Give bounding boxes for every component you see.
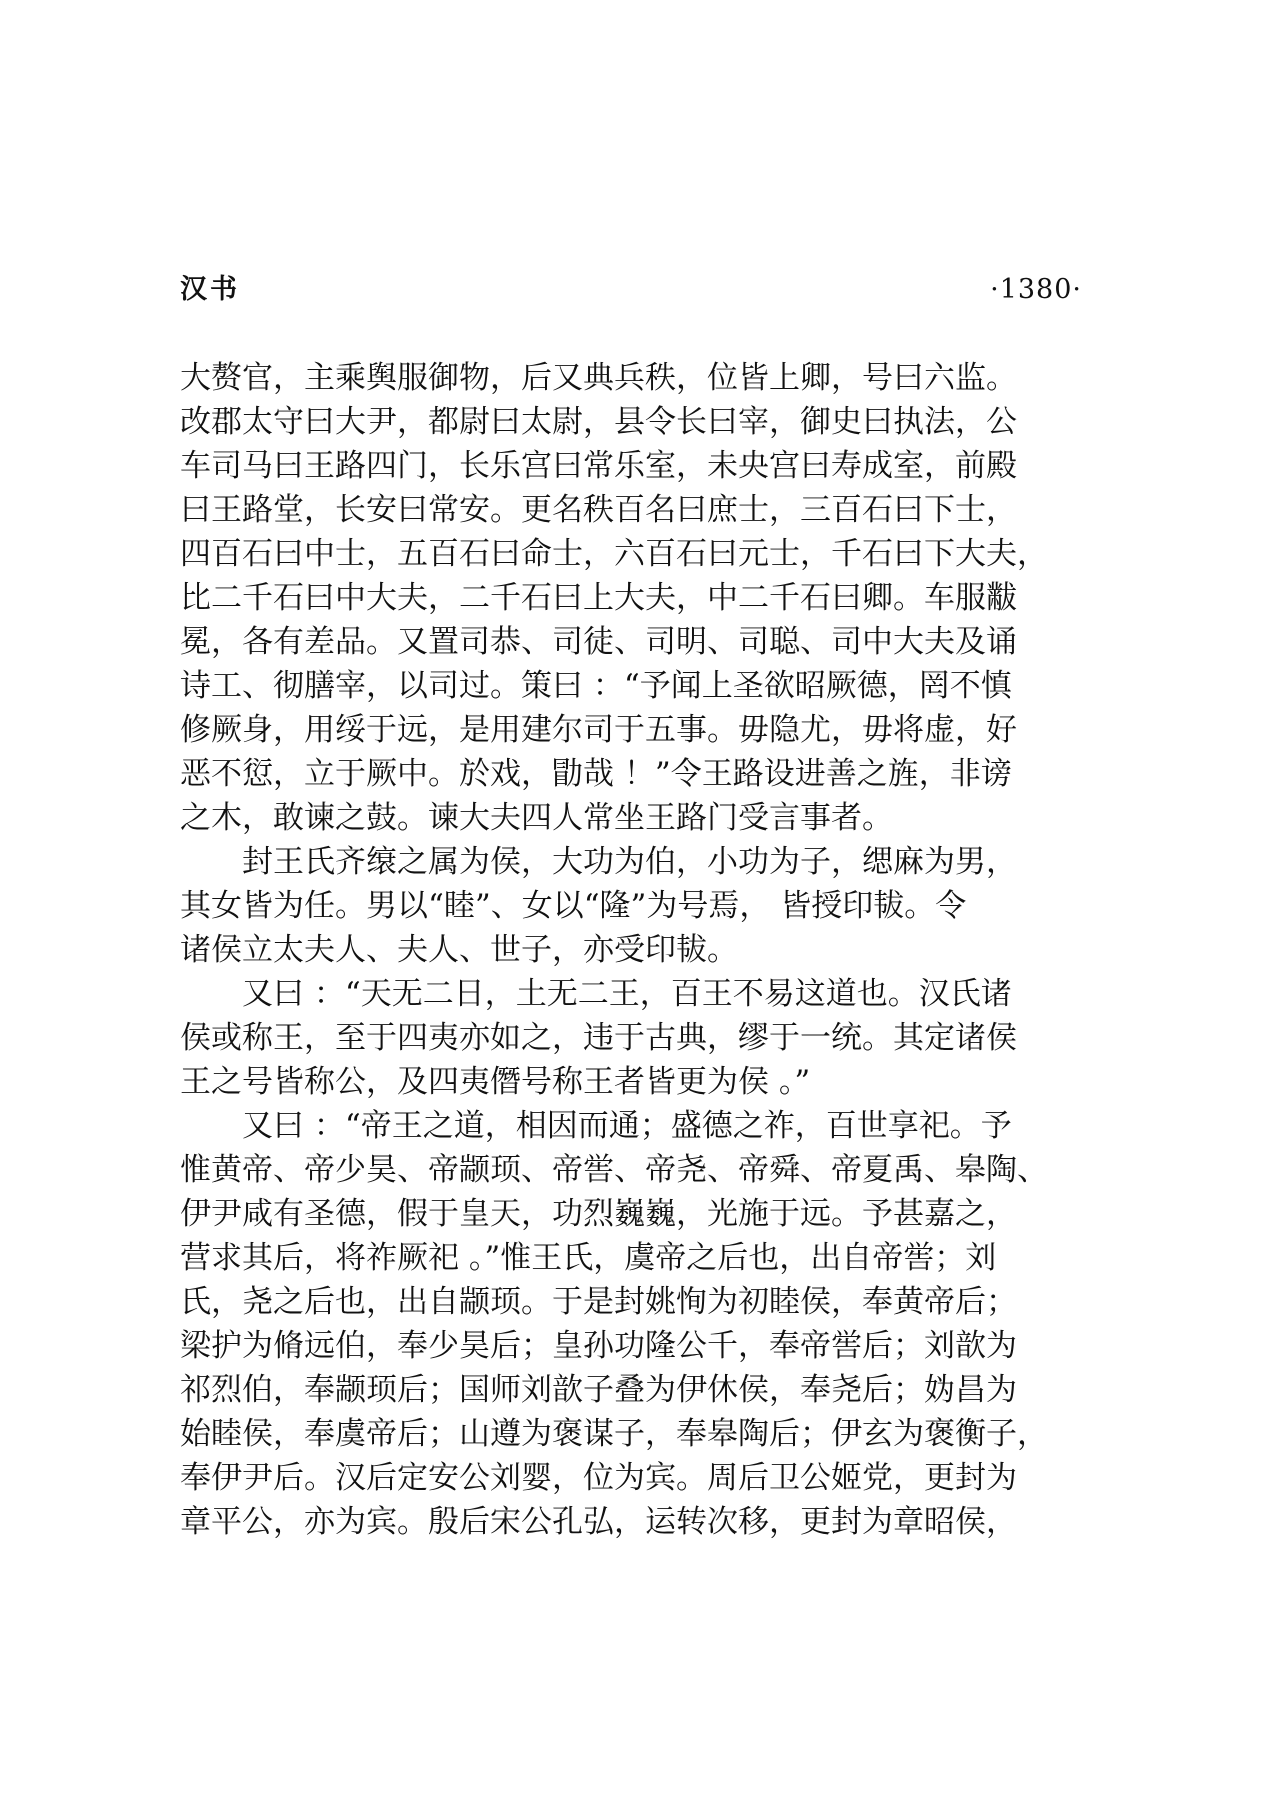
text-line: 修厥身，用绥于远，是用建尔司于五事。毋隐尤，毋将虚，好: [180, 712, 1017, 748]
text-line: 章平公，亦为宾。殷后宋公孔弘，运转次移，更封为章昭侯，: [180, 1504, 1017, 1540]
page-number: ·1380·: [990, 274, 1082, 305]
running-title: 汉书: [180, 274, 240, 305]
text-line: 梁护为脩远伯，奉少昊后；皇孙功隆公千，奉帝喾后；刘歆为: [180, 1328, 1017, 1364]
text-line: 之木，敢谏之鼓。谏大夫四人常坐王路门受言事者。: [180, 800, 893, 836]
text-line: 侯或称王，至于四夷亦如之，违于古典，缪于一统。其定诸侯: [180, 1020, 1017, 1056]
text-line: 惟黄帝、帝少昊、帝颛顼、帝喾、帝尧、帝舜、帝夏禹、皋陶、: [180, 1152, 1048, 1188]
body-text: [180, 356, 1084, 1544]
text-line: 伊尹咸有圣德，假于皇天，功烈巍巍，光施于远。予甚嘉之，: [180, 1196, 1017, 1232]
text-line: 诗工、彻膳宰，以司过。策曰 ：“予闻上圣欲昭厥德，罔不慎: [180, 668, 1012, 704]
text-line: 始睦侯，奉虞帝后；山遵为褒谋子，奉皋陶后；伊玄为褒衡子，: [180, 1416, 1048, 1452]
text-line: 恶不愆，立于厥中。於戏，勖哉 ！”令王路设进善之旌，非谤: [180, 756, 1012, 792]
text-line: 氏，尧之后也，出自颛顼。于是封姚恂为初睦侯，奉黄帝后；: [180, 1284, 1017, 1320]
text-line: 大赘官，主乘舆服御物，后又典兵秩，位皆上卿，号曰六监。: [180, 360, 1017, 396]
text-line: 曰王路堂，长安曰常安。更名秩百名曰庶士，三百石曰下士，: [180, 492, 1017, 528]
text-line: 四百石曰中士，五百石曰命士，六百石曰元士，千石曰下大夫，: [180, 536, 1048, 572]
text-line: 营求其后，将祚厥祀 。”惟王氏，虞帝之后也，出自帝喾；刘: [180, 1240, 997, 1276]
text-line: 冕，各有差品。又置司恭、司徒、司明、司聪、司中大夫及诵: [180, 624, 1017, 660]
text-line: 车司马曰王路四门，长乐宫曰常乐室，未央宫曰寿成室，前殿: [180, 448, 1017, 484]
page-header: [180, 268, 1082, 312]
text-line: 改郡太守曰大尹，都尉曰太尉，县令长曰宰，御史曰执法，公: [180, 404, 1017, 440]
text-line: 王之号皆称公，及四夷僭号称王者皆更为侯 。”: [180, 1064, 811, 1100]
text-line: 比二千石曰中大夫，二千石曰上大夫，中二千石曰卿。车服黻: [180, 580, 1017, 616]
text-line: 封王氏齐缞之属为侯，大功为伯，小功为子，缌麻为男，: [242, 844, 1017, 880]
text-line: 又曰 ：“天无二日，土无二王，百王不易这道也。汉氏诸: [242, 976, 1012, 1012]
text-line: 祁烈伯，奉颛顼后；国师刘歆子叠为伊休侯，奉尧后；妫昌为: [180, 1372, 1017, 1408]
text-line: 又曰 ：“帝王之道，相因而通；盛德之祚，百世享祀。予: [242, 1108, 1012, 1144]
text-line: 其女皆为任。男以“睦”、女以“隆”为号焉， 皆授印韨。令: [180, 888, 967, 924]
text-line: 诸侯立太夫人、夫人、世子，亦受印韨。: [180, 932, 738, 968]
text-line: 奉伊尹后。汉后定安公刘婴，位为宾。周后卫公姬党，更封为: [180, 1460, 1017, 1496]
